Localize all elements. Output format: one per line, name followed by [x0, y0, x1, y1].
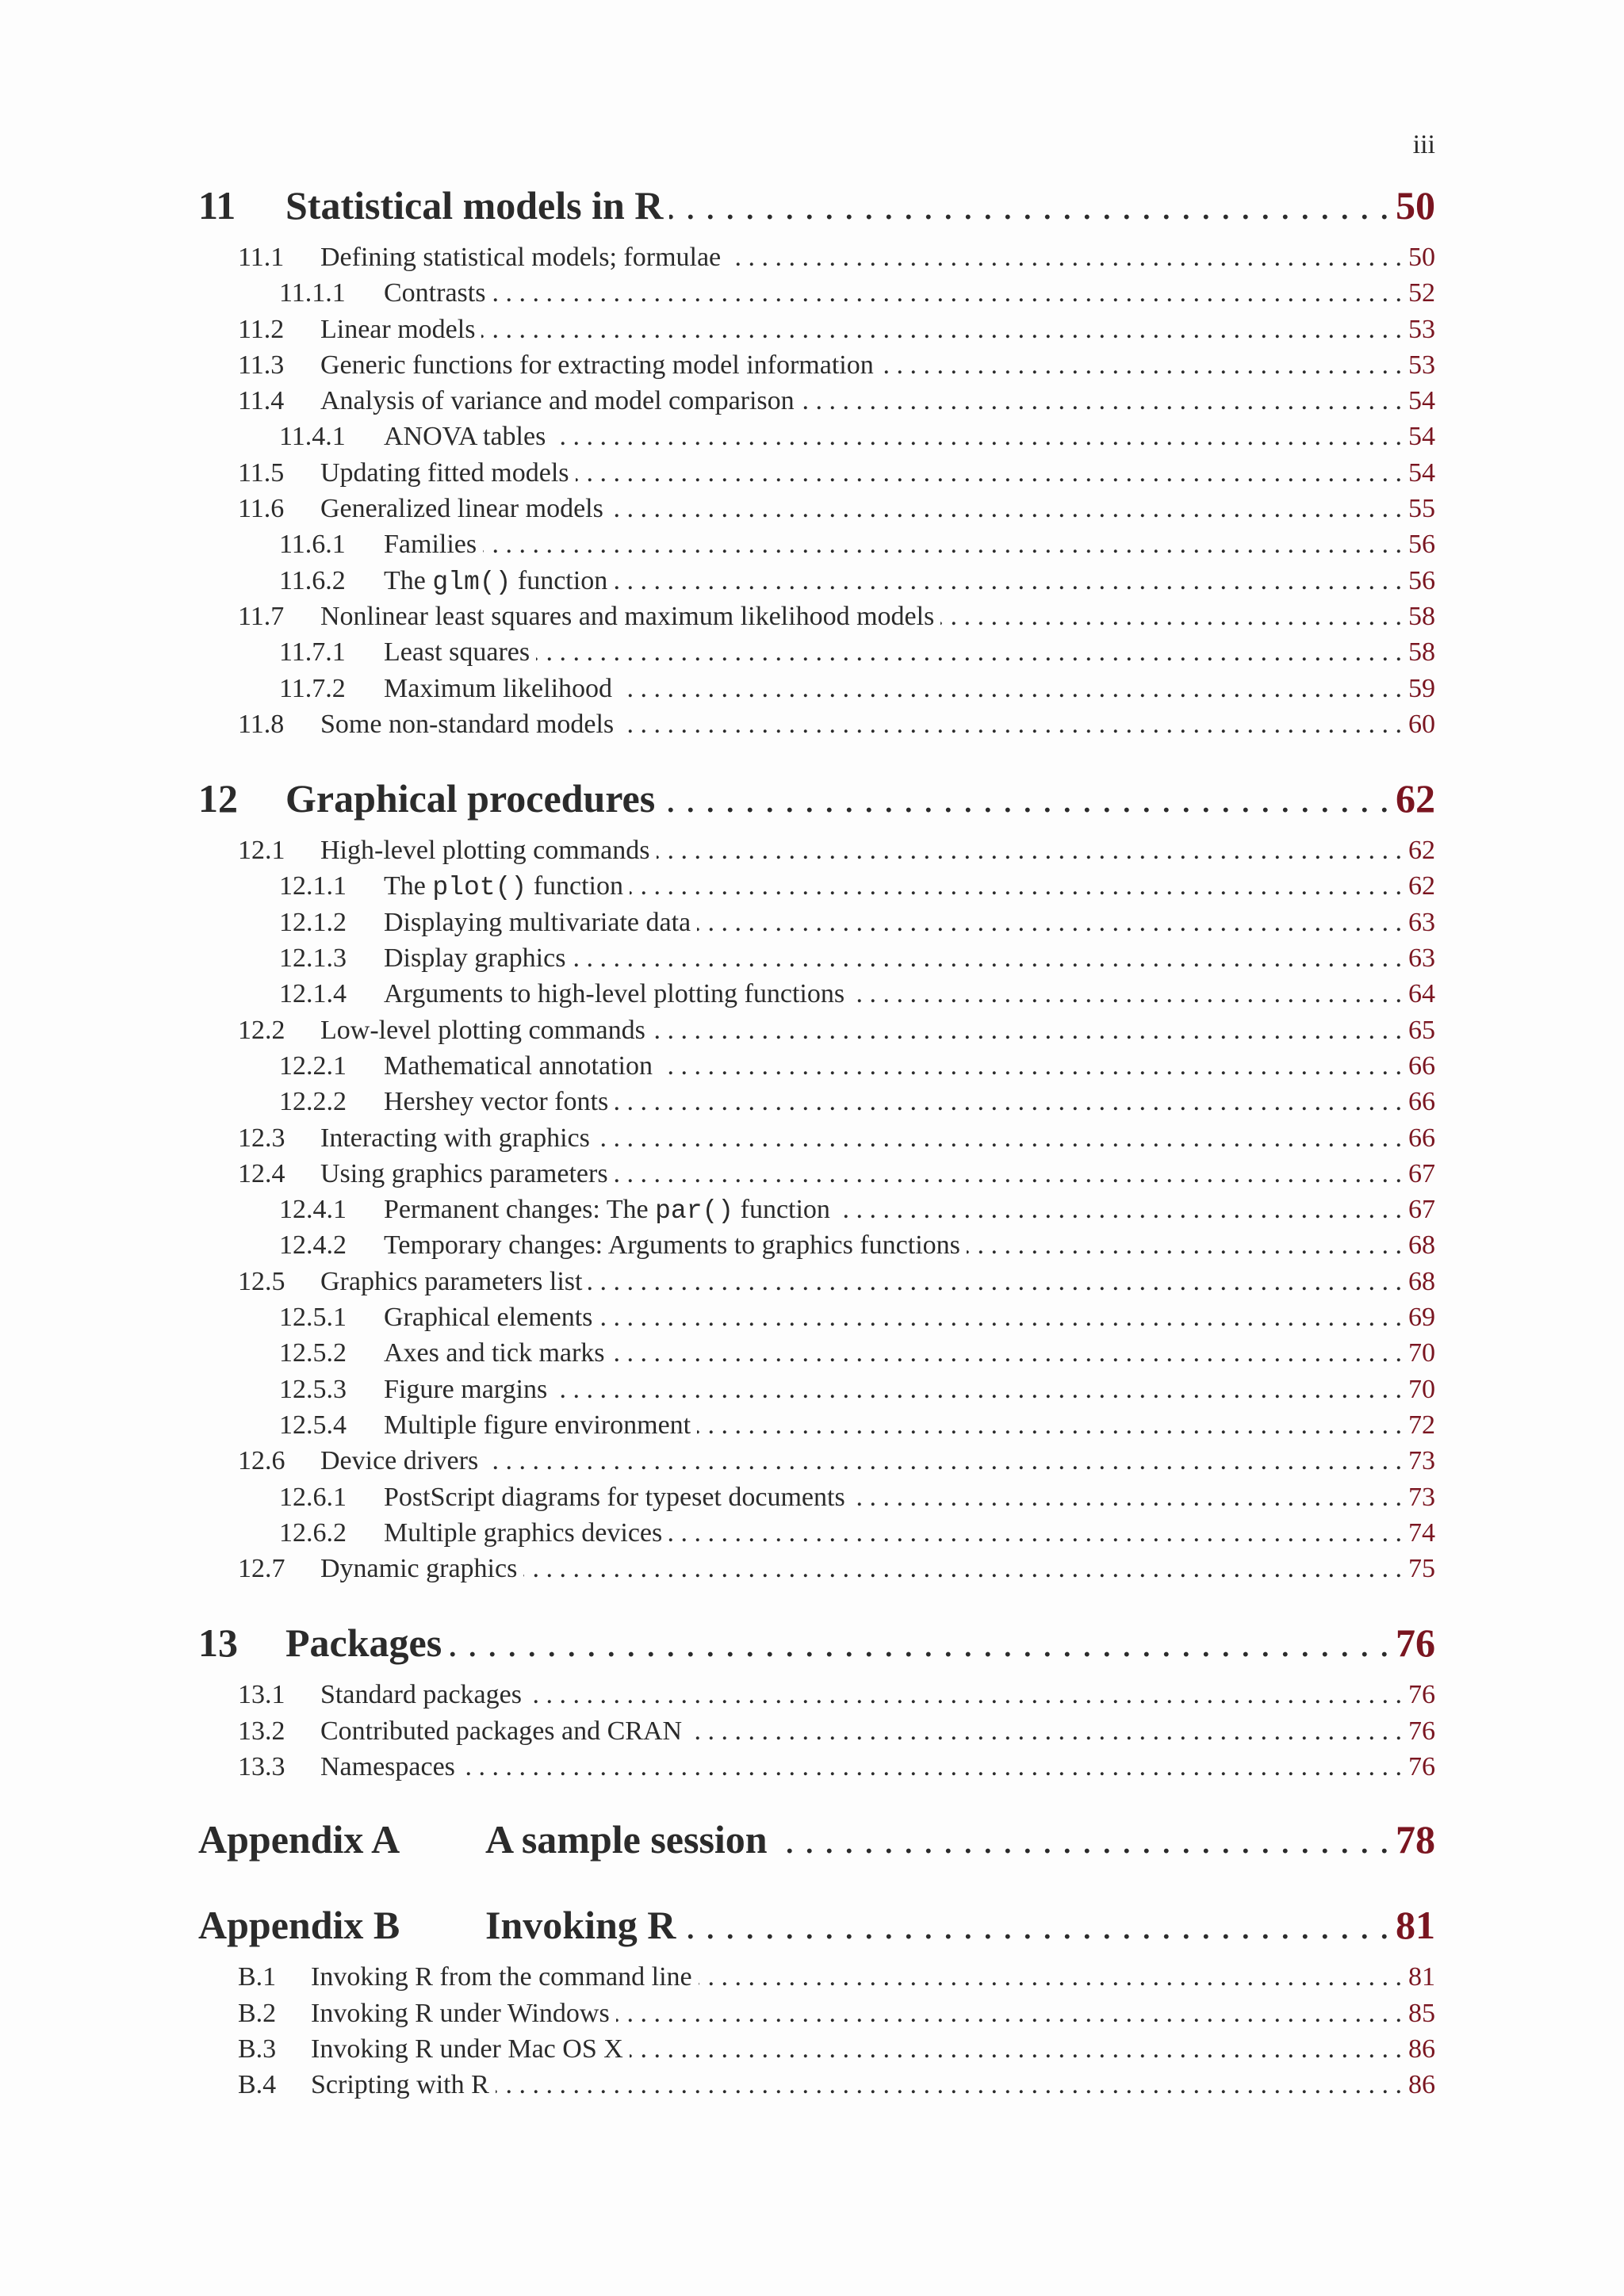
entry-page-link[interactable]: 63: [1408, 907, 1435, 937]
entry-page-link[interactable]: 86: [1408, 2034, 1435, 2064]
entry-title: Multiple figure environment: [384, 1410, 691, 1440]
dot-leader: [528, 1680, 1402, 1710]
entry-page-link[interactable]: 58: [1408, 601, 1435, 631]
entry-page-link[interactable]: 74: [1408, 1517, 1435, 1548]
entry-page-link[interactable]: 86: [1408, 2070, 1435, 2100]
entry-title: Invoking R under Windows: [311, 1998, 610, 2028]
toc-chapter-12[interactable]: [198, 775, 1435, 836]
dot-leader: [448, 1620, 1389, 1666]
entry-number: 12.1.3: [279, 943, 347, 974]
dot-leader: [661, 775, 1389, 821]
dot-leader: [619, 674, 1402, 704]
toc-entry[interactable]: [198, 530, 1435, 565]
chapter-number: 11: [198, 183, 236, 228]
toc-entry[interactable]: [198, 1999, 1435, 2034]
dot-leader: [462, 1752, 1402, 1782]
entry-page-link[interactable]: 53: [1408, 350, 1435, 380]
entry-number: 13.1: [238, 1680, 285, 1710]
entry-page-link[interactable]: 52: [1408, 278, 1435, 308]
entry-number: 12.4: [238, 1158, 285, 1188]
entry-page-link[interactable]: 68: [1408, 1266, 1435, 1296]
toc-entry[interactable]: [198, 494, 1435, 530]
toc-entry[interactable]: [198, 1338, 1435, 1374]
entry-number: 12.3: [238, 1123, 285, 1153]
entry-number: 11.6: [238, 494, 285, 524]
toc-entry[interactable]: [198, 1123, 1435, 1159]
toc-entry[interactable]: [198, 836, 1435, 871]
toc-appendix-b[interactable]: [198, 1902, 1435, 1962]
toc-entry[interactable]: [198, 458, 1435, 494]
entry-title: Hershey vector fonts: [384, 1087, 609, 1117]
dot-leader: [599, 1303, 1402, 1333]
entry-title: Display graphics: [384, 943, 566, 974]
toc-entry[interactable]: [198, 943, 1435, 979]
dot-leader: [615, 1159, 1402, 1189]
entry-title: Using graphics parameters: [320, 1158, 608, 1188]
toc-entry[interactable]: [198, 1267, 1435, 1303]
entry-title: Least squares: [384, 637, 530, 668]
entry-title: Multiple graphics devices: [384, 1517, 663, 1548]
entry-page-link[interactable]: 76: [1408, 1680, 1435, 1710]
toc-entry[interactable]: [198, 1230, 1435, 1266]
entry-title: ANOVA tables: [384, 422, 546, 452]
entry-number: 11.5: [238, 457, 285, 488]
entry-page-link[interactable]: 54: [1408, 386, 1435, 416]
entry-title: High-level plotting commands: [320, 836, 650, 866]
entry-title: Namespaces: [320, 1751, 455, 1781]
dot-leader: [851, 979, 1402, 1009]
chapter-title: Statistical models in R: [285, 183, 664, 228]
entry-page-link[interactable]: 54: [1408, 422, 1435, 452]
entry-number: 12.7: [238, 1554, 285, 1584]
entry-title-code: plot(): [432, 873, 527, 903]
entry-title: Low-level plotting commands: [320, 1015, 645, 1045]
entry-number: 13.3: [238, 1751, 285, 1781]
entry-number: 11.1: [238, 243, 285, 272]
entry-title: Axes and tick marks: [384, 1338, 605, 1368]
toc-entry[interactable]: [198, 1483, 1435, 1518]
dot-leader: [552, 422, 1402, 452]
dot-leader: [669, 182, 1389, 228]
toc-entry[interactable]: [198, 1195, 1435, 1230]
chapter-title: Graphical procedures: [285, 776, 656, 821]
toc-entry[interactable]: [198, 637, 1435, 673]
toc-entry[interactable]: [198, 315, 1435, 350]
entry-page-link[interactable]: 56: [1408, 530, 1435, 560]
entry-number: 12.2.2: [279, 1087, 347, 1117]
dot-leader: [837, 1195, 1402, 1225]
appendix-number: Appendix A: [198, 1817, 400, 1862]
chapter-number: 12: [198, 776, 238, 821]
entry-page-link[interactable]: 54: [1408, 457, 1435, 488]
entry-title: [384, 871, 623, 902]
appendix-page-link[interactable]: 81: [1396, 1903, 1435, 1948]
dot-leader: [576, 458, 1402, 488]
entry-title: Figure margins: [384, 1374, 548, 1404]
toc-entry[interactable]: [198, 2034, 1435, 2070]
toc-entry[interactable]: [198, 979, 1435, 1015]
toc-entry[interactable]: [198, 278, 1435, 314]
toc-entry[interactable]: [198, 1962, 1435, 1998]
entry-title: [384, 566, 607, 597]
toc-entry[interactable]: [198, 386, 1435, 422]
entry-number: 12.2.1: [279, 1050, 347, 1081]
toc-entry[interactable]: [198, 1159, 1435, 1195]
appendix-title: Invoking R: [485, 1903, 676, 1948]
toc-entry[interactable]: [198, 2070, 1435, 2106]
entry-page-link[interactable]: 58: [1408, 637, 1435, 668]
entry-page-link[interactable]: 73: [1408, 1482, 1435, 1512]
entry-number: 12.1: [238, 836, 285, 866]
toc-entry[interactable]: [198, 566, 1435, 602]
toc-entry[interactable]: [198, 1016, 1435, 1051]
entry-page-link[interactable]: 55: [1408, 494, 1435, 524]
entry-title: Interacting with graphics: [320, 1123, 590, 1153]
entry-title-text: function: [511, 565, 608, 595]
entry-title: Families: [384, 530, 477, 560]
chapter-page-link[interactable]: 76: [1396, 1621, 1435, 1666]
entry-title: Dynamic graphics: [320, 1554, 518, 1584]
entry-title: Displaying multivariate data: [384, 907, 691, 937]
entry-title-text: function: [733, 1195, 830, 1225]
entry-title-code: glm(): [432, 567, 511, 597]
toc-entry[interactable]: [198, 1518, 1435, 1554]
dot-leader: [492, 278, 1402, 308]
toc-entry[interactable]: [198, 243, 1435, 278]
entry-title-text: The: [384, 871, 433, 901]
toc-entry[interactable]: [198, 350, 1435, 386]
entry-page-link[interactable]: 76: [1408, 1716, 1435, 1746]
entry-page-link[interactable]: 76: [1408, 1751, 1435, 1781]
dot-leader: [483, 530, 1402, 560]
dot-leader: [699, 1962, 1402, 1992]
entry-number: 12.6.1: [279, 1482, 347, 1512]
dot-leader: [536, 637, 1402, 668]
entry-title-text: The: [384, 565, 433, 595]
dot-leader: [572, 943, 1402, 974]
entry-title: Maximum likelihood: [384, 673, 613, 703]
entry-page-link[interactable]: 70: [1408, 1374, 1435, 1404]
toc-entry[interactable]: [198, 1680, 1435, 1716]
entry-page-link[interactable]: 50: [1408, 243, 1435, 272]
entry-title: Nonlinear least squares and maximum likelihood models: [320, 601, 935, 631]
entry-number: 12.6: [238, 1446, 285, 1476]
dot-leader: [596, 1123, 1402, 1154]
entry-page-link[interactable]: 53: [1408, 314, 1435, 344]
chapter-number: 13: [198, 1621, 238, 1666]
toc-entry[interactable]: [198, 422, 1435, 457]
entry-title: Generic functions for extracting model information: [320, 350, 874, 380]
entry-number: 12.4.1: [279, 1195, 347, 1225]
dot-leader: [523, 1554, 1402, 1584]
entry-number: 11.4.1: [279, 422, 346, 452]
toc-entry[interactable]: [198, 1410, 1435, 1446]
entry-number: 11.7: [238, 601, 285, 631]
entry-title: Contributed packages and CRAN: [320, 1716, 683, 1746]
entry-number: 12.5.3: [279, 1374, 347, 1404]
dot-leader: [615, 1087, 1402, 1117]
toc-entry[interactable]: [198, 1716, 1435, 1752]
entry-number: 12.1.1: [279, 871, 347, 901]
entry-title: Standard packages: [320, 1680, 522, 1710]
entry-title: Linear models: [320, 314, 476, 344]
dot-leader: [880, 350, 1402, 381]
entry-number: B.2: [238, 1998, 277, 2028]
entry-page-link[interactable]: 62: [1408, 836, 1435, 866]
toc-entry[interactable]: [198, 674, 1435, 710]
dot-leader: [611, 1338, 1402, 1368]
dot-leader: [940, 602, 1402, 632]
dot-leader: [967, 1230, 1402, 1261]
appendix-number: Appendix B: [198, 1903, 400, 1948]
table-of-contents: [198, 182, 1435, 2106]
dot-leader: [588, 1267, 1402, 1297]
entry-number: 11.7.1: [279, 637, 346, 668]
entry-page-link[interactable]: 81: [1408, 1962, 1435, 1992]
entry-page-link[interactable]: 64: [1408, 979, 1435, 1009]
dot-leader: [801, 386, 1402, 416]
entry-page-link[interactable]: 70: [1408, 1338, 1435, 1368]
entry-page-link[interactable]: 85: [1408, 1998, 1435, 2028]
entry-page-link[interactable]: 67: [1408, 1195, 1435, 1225]
toc-entry[interactable]: [198, 1554, 1435, 1590]
dot-leader: [630, 2034, 1402, 2064]
dot-leader: [697, 908, 1402, 938]
dot-leader: [620, 710, 1402, 740]
entry-number: 11.7.2: [279, 673, 346, 703]
entry-number: B.4: [238, 2070, 277, 2100]
entry-page-link[interactable]: 65: [1408, 1015, 1435, 1045]
dot-leader: [610, 494, 1402, 524]
entry-title-text: function: [527, 871, 623, 901]
toc-chapter-13[interactable]: [198, 1620, 1435, 1680]
entry-title: Device drivers: [320, 1446, 479, 1476]
entry-title: PostScript diagrams for typeset documents: [384, 1482, 845, 1512]
dot-leader: [481, 315, 1402, 345]
entry-number: 12.1.4: [279, 979, 347, 1009]
appendix-page-link[interactable]: 78: [1396, 1817, 1435, 1862]
dot-leader: [774, 1816, 1389, 1862]
toc-entry[interactable]: [198, 1303, 1435, 1338]
entry-page-link[interactable]: 67: [1408, 1158, 1435, 1188]
entry-number: 11.4: [238, 386, 285, 416]
appendix-title: A sample session: [485, 1817, 768, 1862]
entry-title: Updating fitted models: [320, 457, 569, 488]
dot-leader: [616, 1999, 1402, 2029]
dot-leader: [852, 1483, 1402, 1513]
chapter-page-link[interactable]: 50: [1396, 183, 1435, 228]
entry-title: [384, 1195, 830, 1226]
entry-title: Contrasts: [384, 278, 486, 308]
entry-page-link[interactable]: 66: [1408, 1050, 1435, 1081]
entry-number: 11.3: [238, 350, 285, 380]
entry-title: Invoking R under Mac OS X: [311, 2034, 623, 2064]
page-number: iii: [1412, 130, 1435, 159]
entry-page-link[interactable]: 72: [1408, 1410, 1435, 1440]
entry-title: Analysis of variance and model comparison: [320, 386, 795, 416]
dot-leader: [630, 871, 1402, 901]
entry-number: 12.4.2: [279, 1230, 347, 1261]
entry-number: 12.1.2: [279, 907, 347, 937]
entry-number: 12.6.2: [279, 1517, 347, 1548]
entry-title-code: par(): [655, 1196, 734, 1226]
entry-number: 12.5.1: [279, 1303, 347, 1333]
toc-entry[interactable]: [198, 1375, 1435, 1410]
toc-entry[interactable]: [198, 602, 1435, 637]
entry-number: B.1: [238, 1962, 277, 1992]
entry-title: Temporary changes: Arguments to graphics functions: [384, 1230, 960, 1261]
entry-title: Generalized linear models: [320, 494, 603, 524]
toc-entry[interactable]: [198, 908, 1435, 943]
dot-leader: [652, 1016, 1402, 1046]
toc-chapter-11[interactable]: [198, 182, 1435, 243]
entry-number: 12.5: [238, 1266, 285, 1296]
entry-title: Some non-standard models: [320, 709, 615, 739]
toc-entry[interactable]: [198, 1446, 1435, 1482]
toc-entry[interactable]: [198, 1752, 1435, 1788]
entry-page-link[interactable]: 56: [1408, 565, 1435, 595]
entry-page-link[interactable]: 75: [1408, 1554, 1435, 1584]
entry-page-link[interactable]: 66: [1408, 1123, 1435, 1153]
toc-entry[interactable]: [198, 871, 1435, 907]
entry-title: Scripting with R: [311, 2070, 489, 2100]
toc-entry[interactable]: [198, 710, 1435, 745]
toc-entry[interactable]: [198, 1087, 1435, 1123]
entry-number: 11.1.1: [279, 278, 346, 308]
entry-number: 11.6.1: [279, 530, 346, 560]
dot-leader: [657, 836, 1403, 866]
entry-page-link[interactable]: 66: [1408, 1087, 1435, 1117]
toc-entry[interactable]: [198, 1051, 1435, 1087]
entry-title-text: Permanent changes: The: [384, 1195, 656, 1225]
entry-page-link[interactable]: 69: [1408, 1303, 1435, 1333]
toc-appendix-a[interactable]: [198, 1816, 1435, 1877]
entry-number: 13.2: [238, 1716, 285, 1746]
entry-title: Invoking R from the command line: [311, 1962, 692, 1992]
entry-page-link[interactable]: 73: [1408, 1446, 1435, 1476]
dot-leader: [697, 1410, 1402, 1441]
dot-leader: [659, 1051, 1402, 1081]
entry-title: Mathematical annotation: [384, 1050, 653, 1081]
chapter-page-link[interactable]: 62: [1396, 776, 1435, 821]
entry-page-link[interactable]: 62: [1408, 871, 1435, 901]
dot-leader: [688, 1716, 1402, 1747]
dot-leader: [553, 1375, 1402, 1405]
entry-page-link[interactable]: 59: [1408, 673, 1435, 703]
dot-leader: [727, 243, 1402, 273]
entry-title: Graphical elements: [384, 1303, 593, 1333]
entry-number: 12.5.4: [279, 1410, 347, 1440]
dot-leader: [682, 1902, 1389, 1948]
entry-number: B.3: [238, 2034, 277, 2064]
entry-number: 11.2: [238, 314, 285, 344]
dot-leader: [485, 1446, 1402, 1476]
entry-number: 12.5.2: [279, 1338, 347, 1368]
entry-number: 11.6.2: [279, 565, 346, 595]
entry-page-link[interactable]: 68: [1408, 1230, 1435, 1261]
entry-page-link[interactable]: 63: [1408, 943, 1435, 974]
entry-title: Arguments to high-level plotting functions: [384, 979, 845, 1009]
entry-title: Graphics parameters list: [320, 1266, 583, 1296]
chapter-title: Packages: [285, 1621, 442, 1666]
entry-title: Defining statistical models; formulae: [320, 243, 722, 272]
dot-leader: [614, 566, 1402, 596]
dot-leader: [668, 1518, 1402, 1548]
dot-leader: [496, 2070, 1402, 2100]
entry-number: 12.2: [238, 1015, 285, 1045]
entry-number: 11.8: [238, 709, 285, 739]
entry-page-link[interactable]: 60: [1408, 709, 1435, 739]
